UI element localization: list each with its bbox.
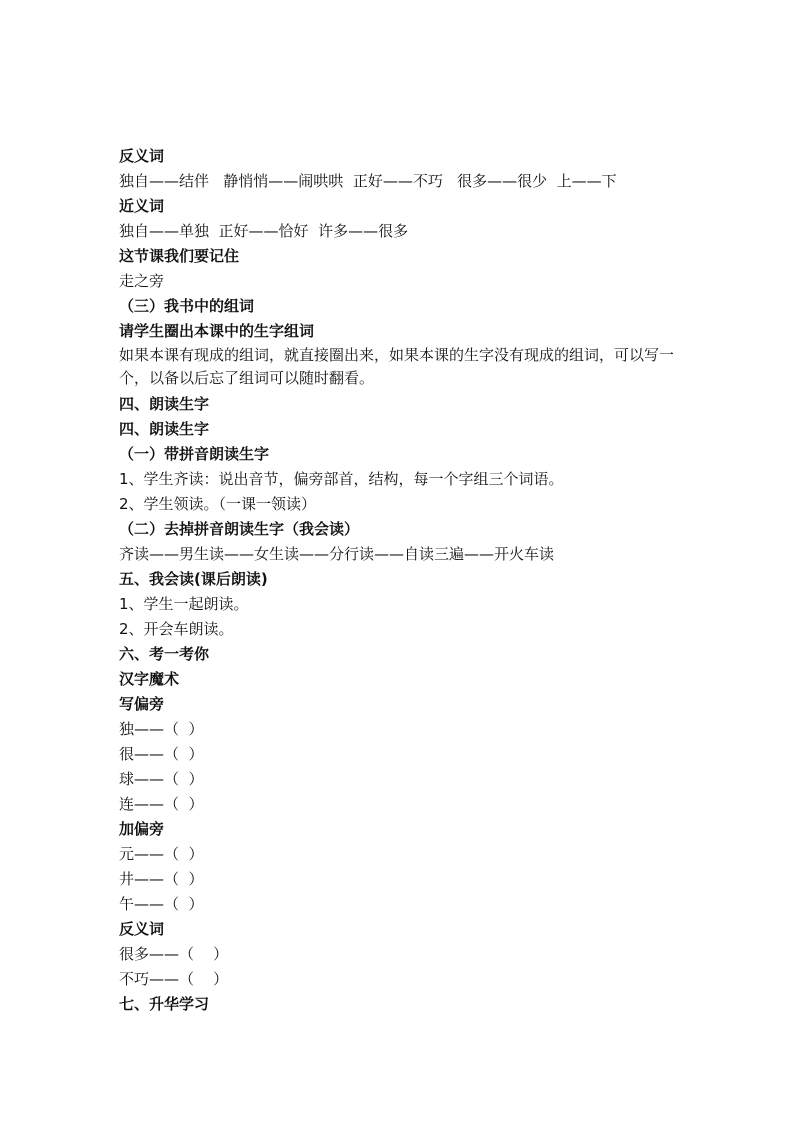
text-line: 1、学生一起朗读。: [119, 595, 249, 613]
text-line: 齐读——男生读——女生读——分行读——自读三遍——开火车读: [119, 545, 555, 563]
section-heading: 汉字魔术: [119, 670, 180, 688]
text-line: 很多——（ ）: [119, 945, 229, 963]
section-heading: 写偏旁: [119, 695, 165, 713]
section-heading: 六、考一考你: [119, 645, 210, 663]
section-heading: 七、升华学习: [119, 995, 210, 1013]
section-heading: 四、朗读生字: [119, 395, 210, 413]
text-line: 2、开会车朗读。: [119, 620, 234, 638]
text-line: 独自——单独 正好——恰好 许多——很多: [119, 222, 409, 240]
text-line: 午——（ ）: [119, 895, 204, 913]
text-line: 连——（ ）: [119, 795, 204, 813]
section-heading: 五、我会读(课后朗读): [119, 570, 268, 588]
text-line: 元——（ ）: [119, 845, 204, 863]
text-line: 很——（ ）: [119, 745, 204, 763]
section-heading: 请学生圈出本课中的生字组词: [119, 322, 315, 340]
section-heading: 加偏旁: [119, 820, 165, 838]
text-line: 球——（ ）: [119, 770, 204, 788]
text-line: 如果本课有现成的组词，就直接圈出来，如果本课的生字没有现成的组词，可以写一个，以备以后忘了组词可以随时翻看。: [119, 346, 675, 387]
section-heading: 这节课我们要记住: [119, 247, 240, 265]
text-line: 井——（ ）: [119, 870, 204, 888]
section-heading: 反义词: [119, 147, 165, 165]
text-line: 2、学生领读。（一课一领读）: [119, 495, 317, 513]
section-heading: 近义词: [119, 197, 165, 215]
section-heading: （三）我书中的组词: [119, 297, 255, 315]
text-line: 1、学生齐读：说出音节，偏旁部首，结构，每一个字组三个词语。: [119, 470, 564, 488]
section-heading: 四、朗读生字: [119, 420, 210, 438]
section-heading: （二）去掉拼音朗读生字（我会读）: [119, 520, 360, 538]
section-heading: （一）带拼音朗读生字: [119, 445, 270, 463]
text-line: 独——（ ）: [119, 720, 204, 738]
section-heading: 反义词: [119, 920, 165, 938]
document-body: [119, 144, 679, 1017]
text-line: 走之旁: [119, 272, 165, 290]
text-line: 独自——结伴 静悄悄——闹哄哄 正好——不巧 很多——很少 上——下: [119, 172, 617, 190]
text-line: 不巧——（ ）: [119, 970, 229, 988]
